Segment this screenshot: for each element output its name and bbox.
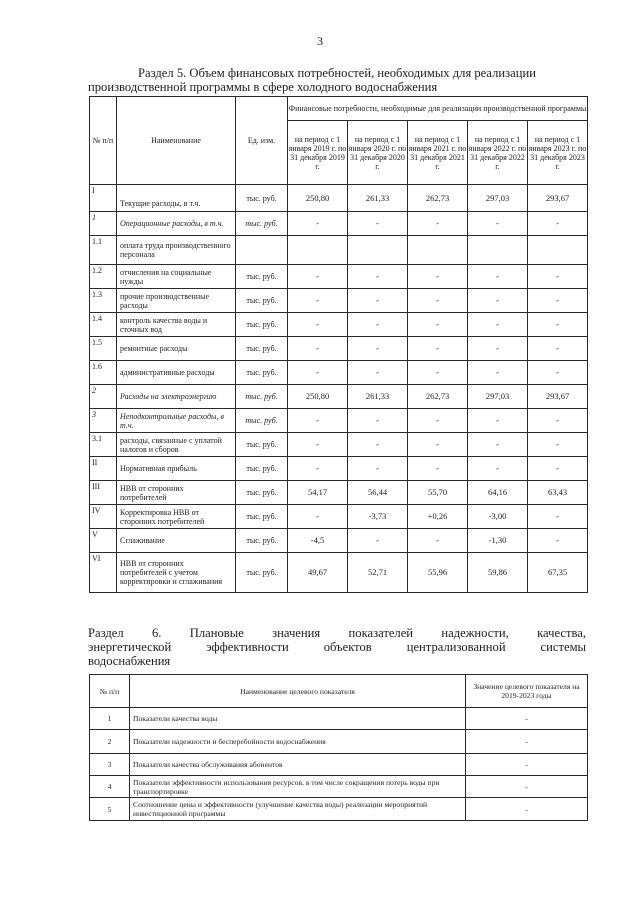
row-unit: тыс. руб. [236,529,288,553]
t6-header-name: Наименование целевого показателя [130,675,466,708]
table-row [90,433,588,457]
row-value: - [408,361,468,385]
row-value: - [348,361,408,385]
section5-heading [88,66,586,94]
table-row [90,361,588,385]
row-value: - [468,265,528,289]
header-period: на период с 1 января 2020 г. по 31 декабря 2020 г. [348,121,408,185]
row-name: НВВ от сторонних потребителей с учетом корректировки и сглаживания [117,553,236,593]
row-number: 1.1 [90,236,117,265]
row-value: - [528,361,588,385]
row-value [528,236,588,265]
row-value: 293,67 [528,185,588,212]
row-value: -3,73 [348,505,408,529]
row-name: Текущие расходы, в т.ч. [117,185,236,212]
row-name: Корректировка НВВ от сторонних потребителей [117,505,236,529]
section6-title-line2: энергетической эффективности объектов централизованной системы [88,640,586,654]
row-number: 2 [90,385,117,409]
row-name: Операционные расходы, в т.ч. [117,212,236,236]
row-value: - [348,212,408,236]
row-value: - [348,433,408,457]
row-number: I [90,185,117,212]
page-number: 3 [317,34,323,48]
row-value: 52,71 [348,553,408,593]
row-value [348,236,408,265]
row-value: - [468,289,528,313]
row-value: 55,70 [408,481,468,505]
row-unit: тыс. руб. [236,457,288,481]
table-row [90,553,588,593]
indicator-number: 3 [90,754,130,776]
header-period: на период с 1 января 2023 г. по 31 декабря 2023 г. [528,121,588,185]
header-unit: Ед. изм. [236,97,288,185]
row-value: - [468,457,528,481]
row-number: VI [90,553,117,593]
row-value: 54,17 [288,481,348,505]
indicator-value: - [466,754,588,776]
row-number: 1.3 [90,289,117,313]
table-row [90,457,588,481]
row-value: 297,03 [468,385,528,409]
t6-header-value: Значение целевого показателя на 2019-2023 годы [466,675,588,708]
row-value: - [408,289,468,313]
indicator-number: 5 [90,798,130,821]
row-value: 297,03 [468,185,528,212]
indicator-name: Показатели качества воды [130,708,466,730]
table-row [90,409,588,433]
row-value: - [408,433,468,457]
row-value: - [288,265,348,289]
table-row [90,385,588,409]
row-unit: тыс. руб. [236,361,288,385]
row-unit: тыс. руб. [236,313,288,337]
row-name: оплата труда производственного персонала [117,236,236,265]
row-value: - [528,313,588,337]
row-name: Сглаживание [117,529,236,553]
row-value: - [348,457,408,481]
row-unit: тыс. руб. [236,265,288,289]
indicator-name: Показатели качества обслуживания абонентов [130,754,466,776]
row-value: - [348,289,408,313]
table-row [90,481,588,505]
row-value: 250,80 [288,385,348,409]
row-name: Расходы на электроэнергию [117,385,236,409]
row-unit: тыс. руб. [236,337,288,361]
row-value: - [408,409,468,433]
header-financial-group: Финансовые потребности, необходимые для реализации производственной программы [288,97,588,121]
row-number: II [90,457,117,481]
table-row [90,776,588,798]
row-name: прочие производственные расходы [117,289,236,313]
table-row [90,730,588,754]
table-row [90,337,588,361]
row-value: - [348,529,408,553]
row-name: расходы, связанные с уплатой налогов и сборов [117,433,236,457]
row-value [288,236,348,265]
row-number: 3.1 [90,433,117,457]
row-value: 261,33 [348,185,408,212]
row-unit: тыс. руб. [236,481,288,505]
row-value: - [528,289,588,313]
row-value: - [288,313,348,337]
row-unit: тыс. руб. [236,385,288,409]
row-number: 1 [90,212,117,236]
row-value: - [288,361,348,385]
row-value: - [288,433,348,457]
row-value: - [468,313,528,337]
row-number: 1.5 [90,337,117,361]
row-value: +0,26 [408,505,468,529]
row-name: контроль качества воды и сточных вод [117,313,236,337]
row-value: 56,44 [348,481,408,505]
indicator-number: 4 [90,776,130,798]
row-value: - [348,313,408,337]
row-value: - [408,529,468,553]
row-number: V [90,529,117,553]
row-value: -1,30 [468,529,528,553]
row-value [408,236,468,265]
row-value: - [468,212,528,236]
section5-title-line1: Раздел 5. Объем финансовых потребностей, необходимых для реализации [138,66,536,80]
row-value: 293,67 [528,385,588,409]
table-row [90,754,588,776]
indicator-value: - [466,798,588,821]
indicator-name: Соотношение цены и эффективности (улучшение качества воды) реализации мероприятий инвестиционной программы [130,798,466,821]
row-value: 55,96 [408,553,468,593]
row-value: - [528,529,588,553]
indicator-number: 2 [90,730,130,754]
row-value: - [288,409,348,433]
table-row [90,529,588,553]
row-unit [236,236,288,265]
table-row [90,505,588,529]
indicator-value: - [466,730,588,754]
indicator-value: - [466,708,588,730]
target-indicators-table [89,674,588,821]
row-value: - [408,313,468,337]
row-value: - [408,265,468,289]
row-value: - [288,505,348,529]
row-value: 49,67 [288,553,348,593]
row-value: - [468,337,528,361]
row-value: -4,5 [288,529,348,553]
header-period: на период с 1 января 2022 г. по 31 декабря 2022 г. [468,121,528,185]
row-number: III [90,481,117,505]
table-row [90,212,588,236]
table-row [90,265,588,289]
section6-heading [88,626,586,668]
row-value: 67,35 [528,553,588,593]
table-row [90,236,588,265]
row-value: - [468,361,528,385]
row-value: - [288,289,348,313]
row-unit: тыс. руб. [236,185,288,212]
row-value: -3,00 [468,505,528,529]
row-value: - [348,409,408,433]
section6-title-line1: Раздел 6. Плановые значения показателей надежности, качества, [88,626,586,640]
indicator-name: Показатели эффективности использования ресурсов, в том числе сокращения потерь воды при транспортировке [130,776,466,798]
row-value: - [348,265,408,289]
row-value: - [468,409,528,433]
row-value: 261,33 [348,385,408,409]
row-name: Неподконтрольные расходы, в т.ч. [117,409,236,433]
financial-needs-table [89,96,588,593]
row-name: административные расходы [117,361,236,385]
row-value: - [528,409,588,433]
table-row [90,289,588,313]
row-value: 59,86 [468,553,528,593]
row-value: - [408,337,468,361]
row-value: - [528,433,588,457]
row-number: 1.4 [90,313,117,337]
table-row [90,798,588,821]
row-unit: тыс. руб. [236,409,288,433]
row-name: ремонтные расходы [117,337,236,361]
row-number: 3 [90,409,117,433]
header-name: Наименование [117,97,236,185]
row-value [468,236,528,265]
row-value: 250,80 [288,185,348,212]
row-number: 1.6 [90,361,117,385]
row-value: 64,16 [468,481,528,505]
row-value: 262,73 [408,385,468,409]
row-value: - [528,457,588,481]
row-value: 63,43 [528,481,588,505]
row-value: - [288,212,348,236]
row-unit: тыс. руб. [236,212,288,236]
row-value: - [408,212,468,236]
indicator-number: 1 [90,708,130,730]
row-unit: тыс. руб. [236,433,288,457]
row-number: 1.2 [90,265,117,289]
header-num: № п/п [90,97,117,185]
row-value: - [288,337,348,361]
section6-title-line3: водоснабжения [88,654,171,668]
row-name: НВВ от сторонних потребителей [117,481,236,505]
row-value: - [288,457,348,481]
indicator-value: - [466,776,588,798]
row-value: - [528,505,588,529]
section5-title-line2: производственной программы в сфере холодного водоснабжения [88,80,438,94]
row-value: - [528,212,588,236]
row-name: отчисления на социальные нужды [117,265,236,289]
header-period: на период с 1 января 2019 г. по 31 декабря 2019 г. [288,121,348,185]
table-row [90,708,588,730]
row-unit: тыс. руб. [236,289,288,313]
table-row [90,185,588,212]
row-value: - [408,457,468,481]
row-unit: тыс. руб. [236,505,288,529]
row-unit: тыс. руб. [236,553,288,593]
row-value: - [348,337,408,361]
row-value: - [528,265,588,289]
row-name: Нормативная прибыль [117,457,236,481]
row-value: 262,73 [408,185,468,212]
t6-header-num: № п/п [90,675,130,708]
row-value: - [468,433,528,457]
header-period: на период с 1 января 2021 г. по 31 декабря 2021 г. [408,121,468,185]
indicator-name: Показатели надежности и бесперебойности водоснабжения [130,730,466,754]
row-value: - [528,337,588,361]
row-number: IV [90,505,117,529]
table-row [90,313,588,337]
